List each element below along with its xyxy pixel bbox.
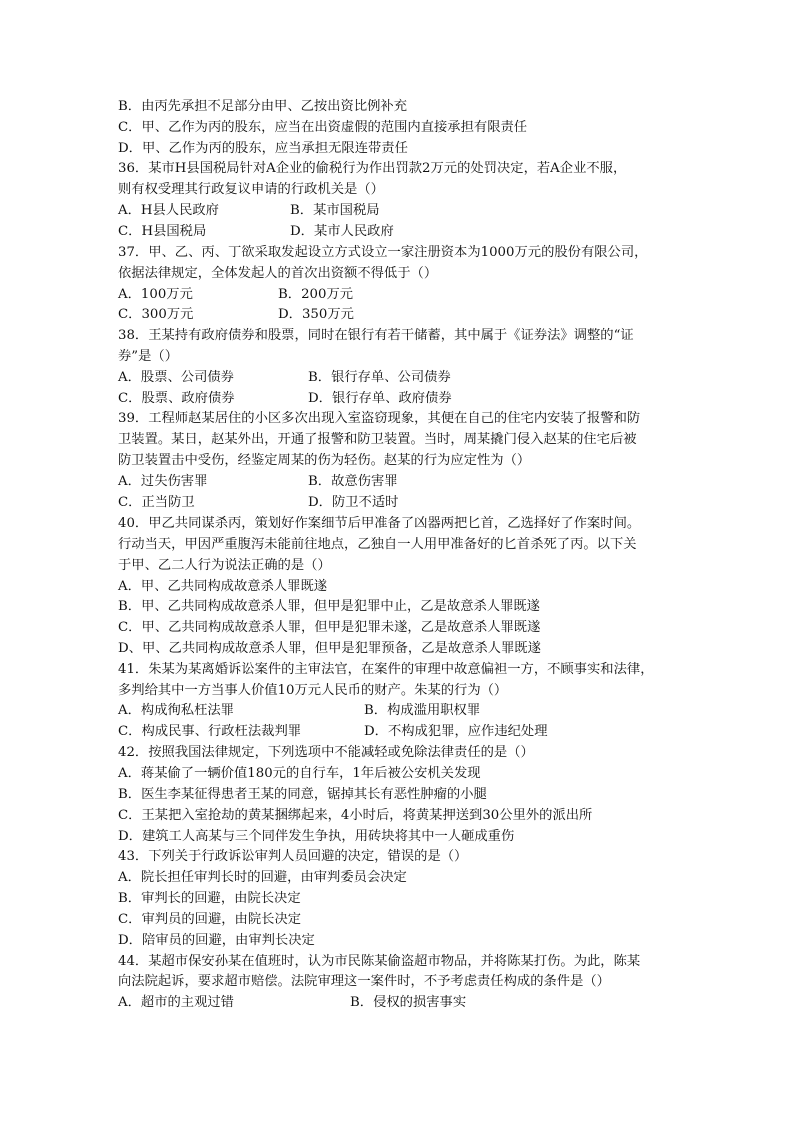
q40-option-b: B．甲、乙共同构成故意杀人罪，但甲是犯罪中止，乙是故意杀人罪既遂 — [118, 599, 540, 614]
q39-stem-line1: 39．工程师赵某居住的小区多次出现入室盗窃现象，其便在自己的住宅内安装了报警和防 — [118, 411, 641, 426]
q37-options-row2 — [118, 305, 354, 325]
q35-option-c: C．甲、乙作为丙的股东，应当在出资虚假的范围内直接承担有限责任 — [118, 120, 528, 135]
q39-option-d: D．防卫不适时 — [308, 495, 399, 510]
q36-stem-line2: 则有权受理其行政复议申请的行政机关是（） — [118, 182, 384, 197]
q38-option-a: A．股票、公司债券 — [118, 370, 234, 385]
q44-option-b: B．侵权的损害事实 — [350, 995, 467, 1010]
q40-option-a: A．甲、乙共同构成故意杀人罪既遂 — [118, 579, 328, 594]
q36-option-d: D．某市人民政府 — [290, 224, 394, 239]
q43-option-c: C．审判员的回避，由院长决定 — [118, 912, 302, 927]
q36-option-b: B．某市国税局 — [290, 203, 380, 218]
q36-option-c: C．H县国税局 — [118, 224, 207, 239]
q44-option-a: A．超市的主观过错 — [118, 995, 234, 1010]
q42-option-a: A．蒋某偷了一辆价值180元的自行车，1年后被公安机关发现 — [118, 766, 481, 781]
q40-stem-line1: 40．甲乙共同谋杀丙，策划好作案细节后甲准备了凶器两把匕首，乙选择好了作案时间。 — [118, 516, 641, 531]
q41-options-row2 — [118, 722, 548, 742]
q42-option-c: C．王某把入室抢劫的黄某捆绑起来，4小时后，将黄某押送到30公里外的派出所 — [118, 808, 593, 823]
q41-option-c: C．构成民事、行政枉法裁判罪 — [118, 724, 302, 739]
q37-option-a: A．100万元 — [118, 287, 193, 302]
q38-option-d: D．银行存单、政府债券 — [308, 391, 452, 406]
q43-option-d: D．陪审员的回避，由审判长决定 — [118, 933, 315, 948]
q38-option-c: C．股票、政府债券 — [118, 391, 235, 406]
q41-option-a: A．构成徇私枉法罪 — [118, 703, 234, 718]
q43-option-a: A．院长担任审判长时的回避，由审判委员会决定 — [118, 870, 407, 885]
q35-option-d: D．甲、乙作为丙的股东，应当承担无限连带责任 — [118, 141, 408, 156]
q44-options-row1 — [118, 993, 467, 1013]
q37-stem-line1: 37．甲、乙、丙、丁欲采取发起设立方式设立一家注册资本为1000万元的股份有限公司， — [118, 245, 648, 260]
q44-stem-line1: 44．某超市保安孙某在值班时，认为市民陈某偷盗超市物品，并将陈某打伤。为此，陈某 — [118, 954, 641, 969]
q39-options-row2 — [118, 493, 399, 513]
q37-stem-line2: 依据法律规定，全体发起人的首次出资额不得低于（） — [118, 266, 438, 281]
q41-stem-line1: 41．朱某为某离婚诉讼案件的主审法官，在案件的审理中故意偏袒一方，不顾事实和法律， — [118, 662, 654, 677]
q41-option-b: B．构成滥用职权罪 — [364, 703, 481, 718]
q42-option-b: B．医生李某征得患者王某的同意，锯掉其长有恶性肿瘤的小腿 — [118, 787, 487, 802]
q38-option-b: B．银行存单、公司债券 — [308, 370, 451, 385]
q36-option-a: A．H县人民政府 — [118, 203, 219, 218]
q41-options-row1 — [118, 701, 481, 721]
q36-options-row2 — [118, 222, 394, 242]
q37-option-c: C．300万元 — [118, 307, 194, 322]
q40-option-c: C．甲、乙共同构成故意杀人罪，但甲是犯罪未遂，乙是故意杀人罪既遂 — [118, 620, 541, 635]
q39-option-a: A．过失伤害罪 — [118, 474, 208, 489]
q37-options-row1 — [118, 285, 354, 305]
q39-option-c: C．正当防卫 — [118, 495, 195, 510]
q39-stem-line2: 卫装置。某日，赵某外出，开通了报警和防卫装置。当时，周某撬门侵入赵某的住宅后被 — [118, 432, 637, 447]
q37-option-d: D．350万元 — [278, 307, 354, 322]
q41-option-d: D．不构成犯罪，应作违纪处理 — [364, 724, 548, 739]
q36-stem-line1: 36．某市H县国税局针对A企业的偷税行为作出罚款2万元的处罚决定，若A企业不服， — [118, 161, 627, 176]
q37-option-b: B．200万元 — [278, 287, 354, 302]
q41-stem-line2: 多判给其中一方当事人价值10万元人民币的财产。朱某的行为（） — [118, 683, 508, 698]
q39-options-row1 — [118, 472, 398, 492]
q38-stem-line1: 38．王某持有政府债券和股票，同时在银行有若干储蓄，其中属于《证券法》调整的“证 — [118, 328, 634, 343]
q40-stem-line3: 于甲、乙二人行为说法正确的是（） — [118, 558, 331, 573]
q42-option-d: D．建筑工人高某与三个同伴发生争执，用砖块将其中一人砸成重伤 — [118, 829, 515, 844]
q35-option-b: B．由丙先承担不足部分由甲、乙按出资比例补充 — [118, 99, 408, 114]
q38-stem-line2: 券”是（） — [118, 349, 178, 364]
q44-stem-line2: 向法院起诉，要求超市赔偿。法院审理这一案件时，不予考虑责任构成的条件是（） — [118, 974, 610, 989]
q38-options-row2 — [118, 389, 452, 409]
q38-options-row1 — [118, 368, 451, 388]
q43-option-b: B．审判长的回避，由院长决定 — [118, 891, 301, 906]
q40-stem-line2: 行动当天，甲因严重腹泻未能前往地点，乙独自一人用甲准备好的匕首杀死了丙。以下关 — [118, 537, 637, 552]
q39-option-b: B．故意伤害罪 — [308, 474, 398, 489]
q42-stem-line1: 42．按照我国法律规定，下列选项中不能减轻或免除法律责任的是（） — [118, 745, 534, 760]
q40-option-d: D、甲、乙共同构成故意杀人罪，但甲是犯罪预备，乙是故意杀人罪既遂 — [118, 641, 541, 656]
q43-stem-line1: 43．下列关于行政诉讼审判人员回避的决定，错误的是（） — [118, 849, 468, 864]
q39-stem-line3: 防卫装置击中受伤，经鉴定周某的伤为轻伤。赵某的行为应定性为（） — [118, 453, 531, 468]
q36-options-row1 — [118, 201, 380, 221]
